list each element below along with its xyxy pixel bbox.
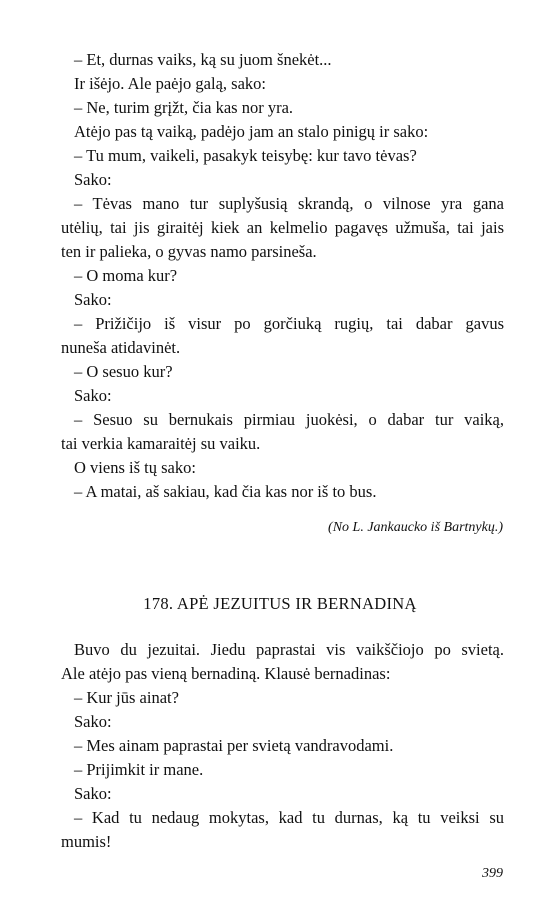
text-line: utėlių, tai jis giraitėj kiek an kelmelio pagavęs užmuša, tai jais — [61, 218, 504, 237]
text-line: – O sesuo kur? — [74, 362, 173, 381]
text-line: Ale atėjo pas vieną bernadiną. Klausė bernadinas: — [61, 664, 391, 683]
text-line: – Mes ainam paprastai per svietą vandravodami. — [74, 736, 394, 755]
page-number: 399 — [482, 866, 503, 881]
text-line: – Tėvas mano tur suplyšusią skrandą, o vilnose yra gana — [74, 194, 504, 213]
text-line: Buvo du jezuitai. Jiedu paprastai vis vaikščiojo po svietą. — [74, 640, 504, 659]
source-note: (No L. Jankaucko iš Bartnykų.) — [328, 520, 503, 535]
text-line: Atėjo pas tą vaiką, padėjo jam an stalo pinigų ir sako: — [74, 122, 429, 141]
text-line: ten ir palieka, o gyvas namo parsineša. — [61, 242, 317, 261]
text-line: mumis! — [61, 832, 112, 851]
text-line: – Kad tu nedaug mokytas, kad tu durnas, ką tu veiksi su — [74, 808, 504, 827]
text-line: Sako: — [74, 712, 112, 731]
text-line: nuneša atidavinėt. — [61, 338, 181, 357]
text-line: – Prijimkit ir mane. — [74, 760, 204, 779]
text-line: – Kur jūs ainat? — [74, 688, 179, 707]
section-heading: 178. APĖ JEZUITUS IR BERNADINĄ — [143, 594, 417, 613]
text-line: Ir išėjo. Ale paėjo galą, sako: — [74, 74, 266, 93]
text-line: Sako: — [74, 170, 112, 189]
text-line: Sako: — [74, 784, 112, 803]
text-line: – Tu mum, vaikeli, pasakyk teisybę: kur tavo tėvas? — [74, 146, 417, 165]
text-line: – Prižičijo iš visur po gorčiuką rugių, tai dabar gavus — [74, 314, 504, 333]
text-line: tai verkia kamaraitėj su vaiku. — [61, 434, 261, 453]
text-line: O viens iš tų sako: — [74, 458, 196, 477]
text-line: – Et, durnas vaiks, ką su juom šnekėt... — [74, 50, 332, 69]
text-line: Sako: — [74, 290, 112, 309]
text-line: – Sesuo su bernukais pirmiau juokėsi, o dabar tur vaiką, — [74, 410, 504, 429]
text-line: – A matai, aš sakiau, kad čia kas nor iš to bus. — [74, 482, 377, 501]
text-line: – O moma kur? — [74, 266, 178, 285]
text-line: – Ne, turim grįžt, čia kas nor yra. — [74, 98, 294, 117]
text-line: Sako: — [74, 386, 112, 405]
